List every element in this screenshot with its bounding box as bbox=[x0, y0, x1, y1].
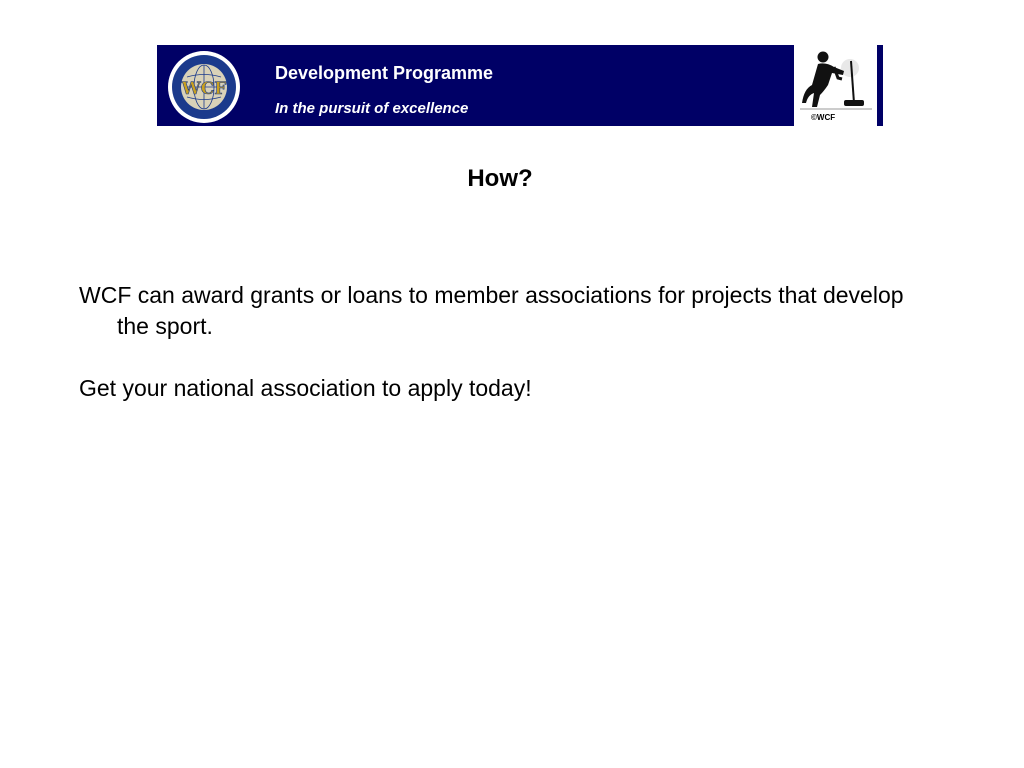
figure-panel bbox=[794, 45, 877, 126]
slide-body bbox=[79, 280, 924, 404]
croquet-player-icon bbox=[794, 45, 877, 126]
banner-tagline: In the pursuit of excellence bbox=[275, 100, 469, 117]
paragraph-grants: WCF can award grants or loans to member associations for projects that develop the sport. bbox=[79, 282, 904, 339]
wcf-logo-icon bbox=[167, 50, 241, 124]
banner-title: Development Programme bbox=[275, 63, 494, 83]
slide-heading: How? bbox=[467, 165, 533, 192]
logo-text: WCF bbox=[181, 79, 227, 99]
banner-edge-strip bbox=[877, 45, 883, 126]
copyright-label: ©WCF bbox=[811, 113, 836, 122]
paragraph-apply: Get your national association to apply today! bbox=[79, 375, 532, 401]
header-banner bbox=[157, 45, 883, 126]
